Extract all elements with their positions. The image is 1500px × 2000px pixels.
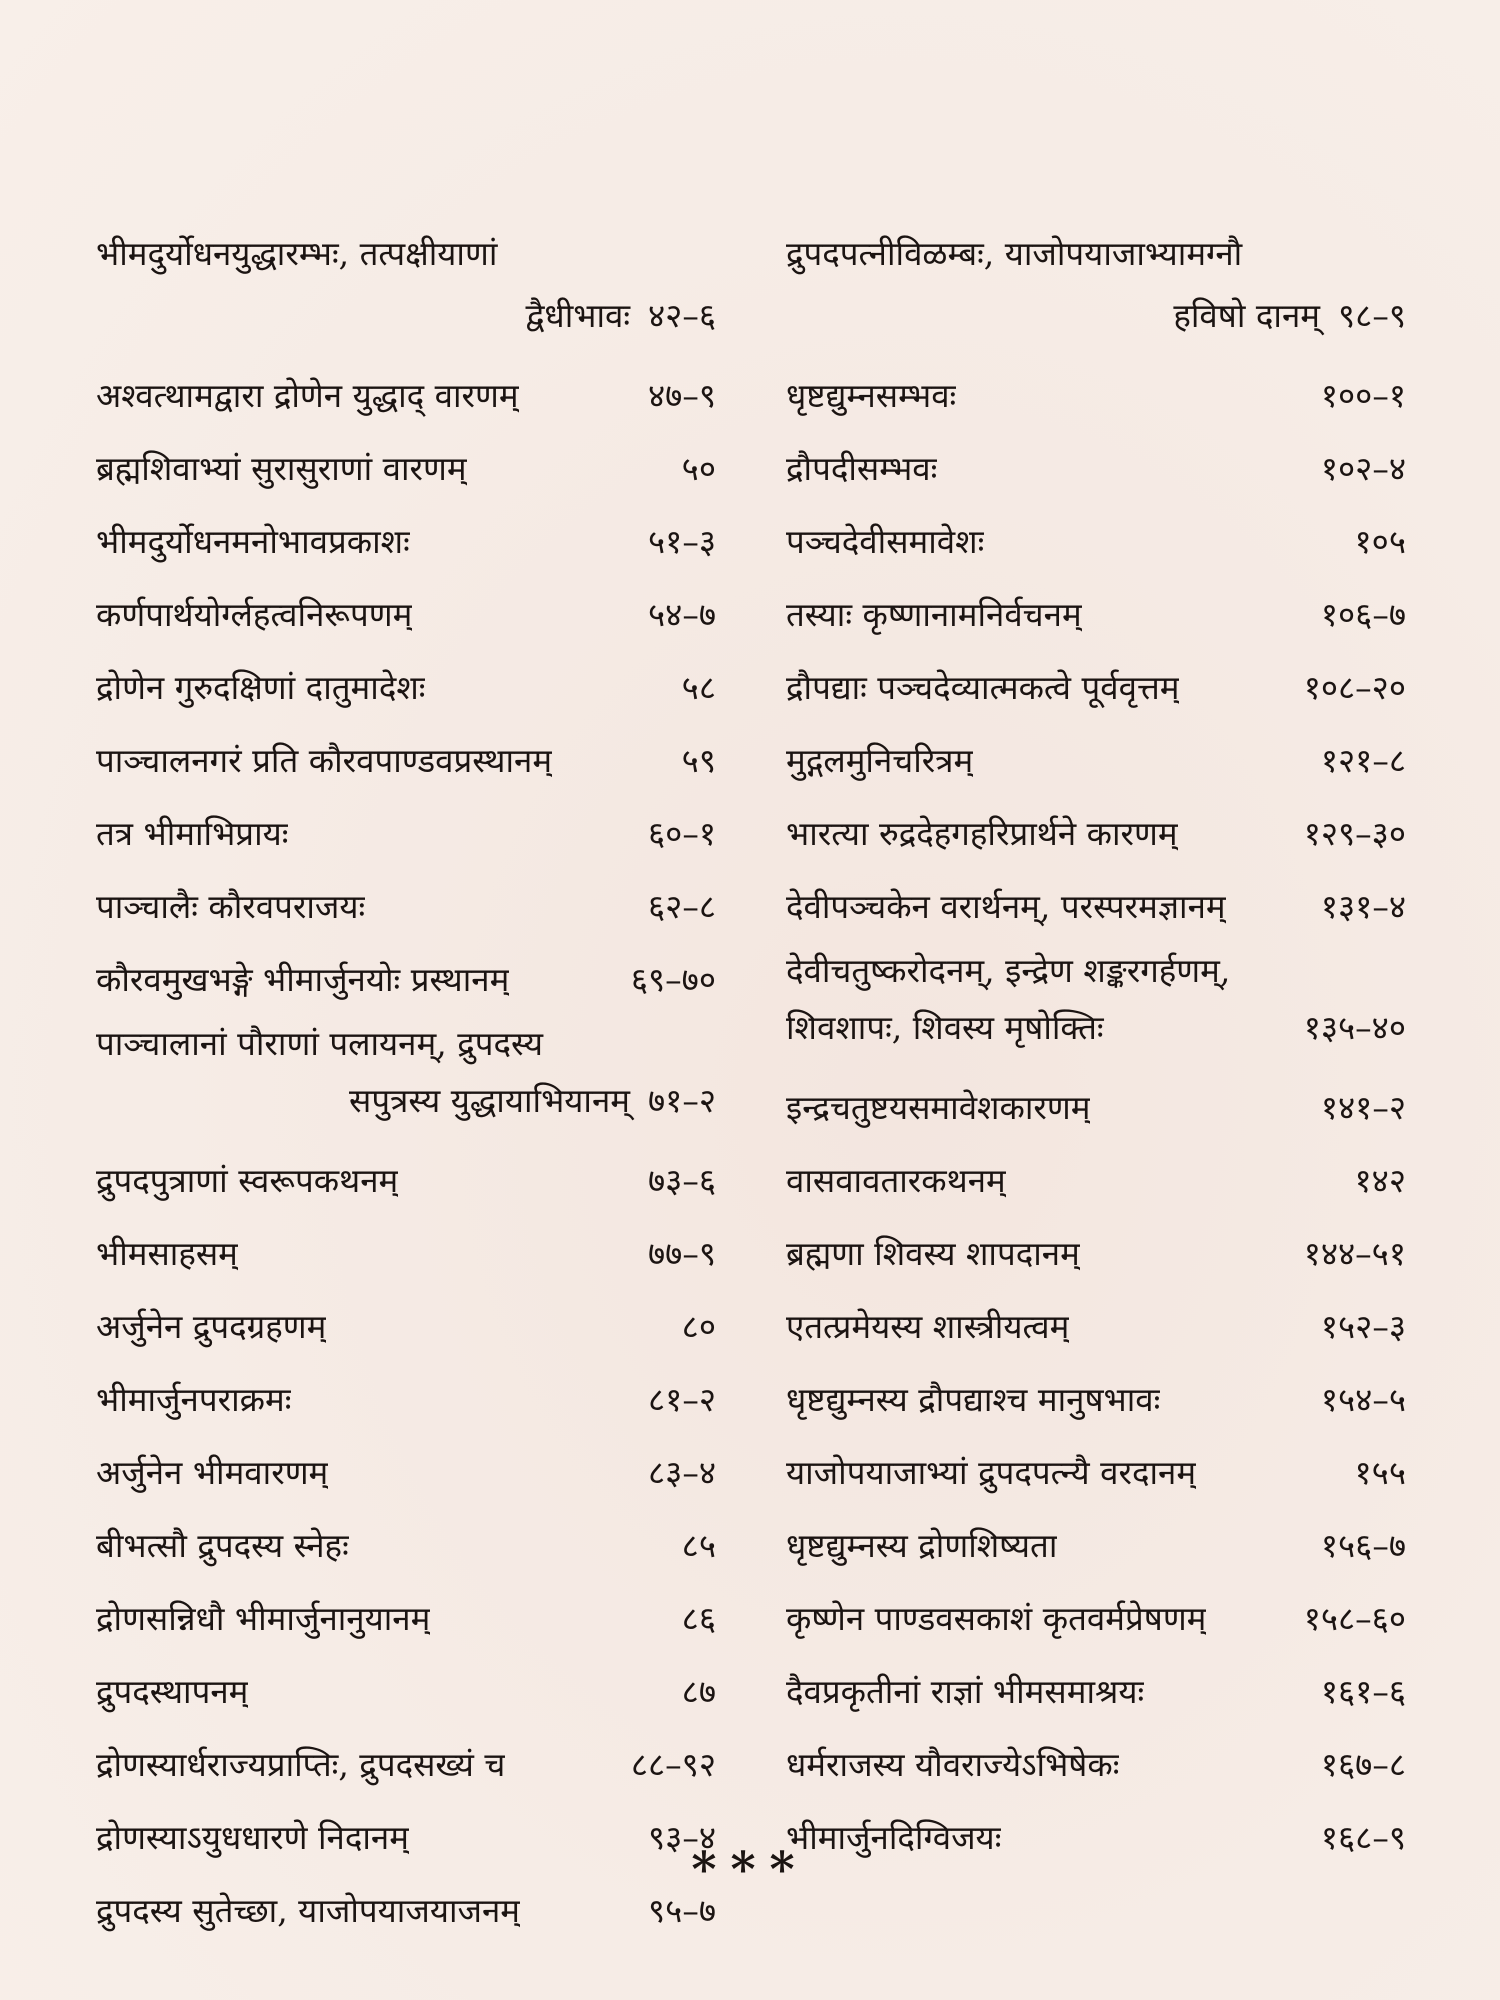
toc-entry-page: १२९–३० bbox=[1303, 814, 1406, 853]
toc-entry bbox=[96, 432, 716, 505]
toc-entry-page: ५४–७ bbox=[648, 595, 716, 634]
toc-entry-continuation bbox=[96, 1071, 716, 1144]
toc-entry-title: भीमदुर्योधनमनोभावप्रकाशः bbox=[96, 522, 410, 561]
toc-entry-title: अर्जुनेन द्रुपदग्रहणम् bbox=[96, 1307, 327, 1346]
toc-entry-page: ५९ bbox=[681, 741, 716, 780]
toc-entry-title: पाञ्चालनगरं प्रति कौरवपाण्डवप्रस्थानम् bbox=[96, 741, 553, 780]
toc-entry-page: ५८ bbox=[681, 668, 716, 707]
toc-entry bbox=[96, 1363, 716, 1436]
toc-entry bbox=[786, 724, 1406, 797]
toc-entry-title: दैवप्रकृतीनां राज्ञां भीमसमाश्रयः bbox=[786, 1672, 1145, 1711]
toc-entry bbox=[786, 1290, 1406, 1363]
toc-entry-title: द्रुपदस्य सुतेच्छा, याजोपयाजयाजनम् bbox=[96, 1891, 521, 1930]
toc-entry-title: द्रोणस्यार्धराज्यप्राप्तिः, द्रुपदसख्यं च bbox=[96, 1745, 506, 1784]
toc-right-column bbox=[786, 222, 1406, 1874]
toc-entry bbox=[786, 1728, 1406, 1801]
toc-entry-page: ६९–७० bbox=[630, 960, 716, 999]
toc-entry-page: १५६–७ bbox=[1320, 1526, 1406, 1565]
toc-entry bbox=[96, 222, 716, 359]
toc-entry-page: १५४–५ bbox=[1320, 1380, 1406, 1419]
toc-entry-page: १३१–४ bbox=[1320, 887, 1406, 926]
toc-entry bbox=[786, 1582, 1406, 1655]
toc-entry-page: १०५ bbox=[1354, 522, 1406, 561]
toc-entry-page: ७७–९ bbox=[648, 1234, 716, 1273]
toc-entry bbox=[786, 651, 1406, 724]
toc-entry bbox=[786, 432, 1406, 505]
section-end-asterisks: *** bbox=[691, 1842, 809, 1898]
toc-entry bbox=[786, 578, 1406, 651]
toc-entry-title: कृष्णेन पाण्डवसकाशं कृतवर्मप्रेषणम् bbox=[786, 1599, 1207, 1638]
toc-entry bbox=[786, 222, 1406, 359]
toc-entry bbox=[96, 1144, 716, 1217]
toc-entry bbox=[96, 578, 716, 651]
toc-entry-title: याजोपयाजाभ्यां द्रुपदपत्न्यै वरदानम् bbox=[786, 1453, 1197, 1492]
toc-entry bbox=[786, 505, 1406, 578]
toc-entry-page: १०८–२० bbox=[1303, 668, 1406, 707]
toc-entry-continuation bbox=[96, 286, 716, 359]
toc-entry-title-line: भीमदुर्योधनयुद्धारम्भः, तत्पक्षीयाणां bbox=[96, 234, 498, 273]
toc-entry bbox=[96, 1016, 716, 1144]
toc-entry bbox=[786, 797, 1406, 870]
toc-entry bbox=[96, 1436, 716, 1509]
toc-entry bbox=[786, 1071, 1406, 1144]
toc-entry-page: १६८–९ bbox=[1320, 1818, 1406, 1857]
toc-entry-page: ६०–१ bbox=[648, 814, 716, 853]
toc-entry-page: ७३–६ bbox=[648, 1161, 716, 1200]
toc-entry-page: ८७ bbox=[681, 1672, 716, 1711]
toc-entry-title: धृष्टद्युम्नस्य द्रौपद्याश्च मानुषभावः bbox=[786, 1380, 1161, 1419]
toc-entry-page: १२१–८ bbox=[1320, 741, 1406, 780]
toc-entry-page: ९८–९ bbox=[1338, 296, 1406, 335]
toc-entry-title: द्रोणेन गुरुदक्षिणां दातुमादेशः bbox=[96, 668, 426, 707]
toc-entry-page: १३५–४० bbox=[1303, 1008, 1406, 1047]
toc-entry-title: एतत्प्रमेयस्य शास्त्रीयत्वम् bbox=[786, 1307, 1070, 1346]
toc-entry bbox=[786, 1217, 1406, 1290]
toc-entry-title: अर्जुनेन भीमवारणम् bbox=[96, 1453, 329, 1492]
toc-entry-title: भारत्या रुद्रदेहगहरिप्रार्थने कारणम् bbox=[786, 814, 1178, 853]
toc-entry-title: भीमार्जुनदिग्विजयः bbox=[786, 1818, 1002, 1857]
toc-entry-title-line: द्वैधीभावः bbox=[525, 296, 631, 335]
toc-entry-page: १५८–६० bbox=[1303, 1599, 1406, 1638]
toc-entry-title: पाञ्चालैः कौरवपराजयः bbox=[96, 887, 366, 926]
toc-entry-title: द्रौपद्याः पञ्चदेव्यात्मकत्वे पूर्ववृत्तम् bbox=[786, 668, 1180, 707]
toc-entry-page: १००–१ bbox=[1320, 376, 1406, 415]
toc-entry-title: धृष्टद्युम्नसम्भवः bbox=[786, 376, 957, 415]
toc-entry-title: धृष्टद्युम्नस्य द्रोणशिष्यता bbox=[786, 1526, 1058, 1565]
toc-entry-title-line: सपुत्रस्य युद्धायाभियानम् bbox=[349, 1081, 631, 1120]
toc-entry-page: १४१–२ bbox=[1320, 1088, 1406, 1127]
toc-entry-title: द्रोणस्याऽयुधधारणे निदानम् bbox=[96, 1818, 409, 1857]
toc-entry-page: १०६–७ bbox=[1320, 595, 1406, 634]
toc-entry-title: धर्मराजस्य यौवराज्येऽभिषेकः bbox=[786, 1745, 1120, 1784]
toc-entry-page: ७१–२ bbox=[648, 1081, 716, 1120]
toc-entry-page: १६७–८ bbox=[1320, 1745, 1406, 1784]
toc-entry bbox=[96, 1290, 716, 1363]
toc-entry bbox=[786, 870, 1406, 943]
toc-entry-title: वासवावतारकथनम् bbox=[786, 1161, 1006, 1200]
toc-entry bbox=[96, 1728, 716, 1801]
toc-entry bbox=[96, 651, 716, 724]
toc-entry-page: ८१–२ bbox=[648, 1380, 716, 1419]
toc-entry-page: ८६ bbox=[681, 1599, 716, 1638]
toc-entry-page: १०२–४ bbox=[1320, 449, 1406, 488]
toc-entry-page: १४२ bbox=[1354, 1161, 1406, 1200]
toc-entry bbox=[96, 1217, 716, 1290]
toc-entry-page: ८३–४ bbox=[648, 1453, 716, 1492]
toc-entry-title-line: देवीचतुष्करोदनम्, इन्द्रेण शङ्करगर्हणम्, bbox=[786, 951, 1231, 990]
toc-entry bbox=[96, 359, 716, 432]
toc-entry bbox=[96, 870, 716, 943]
toc-entry bbox=[96, 943, 716, 1016]
toc-entry bbox=[786, 359, 1406, 432]
toc-entry bbox=[786, 1144, 1406, 1217]
toc-entry-page: ५० bbox=[681, 449, 716, 488]
toc-entry-title: तस्याः कृष्णानामनिर्वचनम् bbox=[786, 595, 1082, 634]
toc-entry-title-line: पाञ्चालानां पौराणां पलायनम्, द्रुपदस्य bbox=[96, 1024, 543, 1063]
toc-entry-title: अश्वत्थामद्वारा द्रोणेन युद्धाद् वारणम् bbox=[96, 376, 519, 415]
toc-entry-title-line: शिवशापः, शिवस्य मृषोक्तिः bbox=[786, 1008, 1104, 1047]
toc-entry bbox=[786, 1655, 1406, 1728]
toc-entry-title: कर्णपार्थयोर्ग्लहत्वनिरूपणम् bbox=[96, 595, 413, 634]
toc-entry-page: ४२–६ bbox=[648, 296, 716, 335]
toc-entry-title: इन्द्रचतुष्टयसमावेशकारणम् bbox=[786, 1088, 1091, 1127]
toc-entry-title: पञ्चदेवीसमावेशः bbox=[786, 522, 985, 561]
toc-entry-title-line: द्रुपदपत्नीविळम्बः, याजोपयाजाभ्यामग्नौ bbox=[786, 234, 1243, 273]
toc-entry bbox=[786, 1509, 1406, 1582]
toc-entry-title-line: हविषो दानम् bbox=[1173, 296, 1321, 335]
toc-entry-page: ८८–९२ bbox=[630, 1745, 716, 1784]
toc-entry bbox=[96, 505, 716, 578]
toc-left-column bbox=[96, 222, 716, 1947]
toc-entry-title: भीमार्जुनपराक्रमः bbox=[96, 1380, 292, 1419]
toc-entry-title: द्रुपदपुत्राणां स्वरूपकथनम् bbox=[96, 1161, 399, 1200]
toc-entry-page: १५२–३ bbox=[1320, 1307, 1406, 1346]
toc-entry-title: तत्र भीमाभिप्रायः bbox=[96, 814, 289, 853]
toc-entry bbox=[96, 724, 716, 797]
toc-entry-title: ब्रह्मणा शिवस्य शापदानम् bbox=[786, 1234, 1080, 1273]
toc-entry-page: १४४–५१ bbox=[1303, 1234, 1406, 1273]
toc-entry-page: १६१–६ bbox=[1320, 1672, 1406, 1711]
toc-entry bbox=[96, 1582, 716, 1655]
toc-entry bbox=[96, 1655, 716, 1728]
toc-entry bbox=[786, 943, 1406, 1071]
toc-entry bbox=[96, 797, 716, 870]
toc-entry-title: मुद्गलमुनिचरित्रम् bbox=[786, 741, 974, 780]
toc-entry-continuation bbox=[786, 286, 1406, 359]
toc-entry-title: भीमसाहसम् bbox=[96, 1234, 238, 1273]
toc-entry-page: ४७–९ bbox=[648, 376, 716, 415]
toc-entry bbox=[96, 1509, 716, 1582]
toc-entry-continuation bbox=[786, 998, 1406, 1071]
toc-entry bbox=[786, 1363, 1406, 1436]
toc-entry-page: ६२–८ bbox=[648, 887, 716, 926]
toc-entry-page: ८० bbox=[681, 1307, 716, 1346]
toc-entry-title: द्रौपदीसम्भवः bbox=[786, 449, 938, 488]
toc-entry-page: ९५–७ bbox=[648, 1891, 716, 1930]
toc-entry-title: द्रुपदस्थापनम् bbox=[96, 1672, 249, 1711]
toc-entry-title: देवीपञ्चकेन वरार्थनम्, परस्परमज्ञानम् bbox=[786, 887, 1226, 926]
toc-entry-title: कौरवमुखभङ्गे भीमार्जुनयोः प्रस्थानम् bbox=[96, 960, 510, 999]
toc-entry-page: ८५ bbox=[681, 1526, 716, 1565]
toc-entry-page: ९३–४ bbox=[648, 1818, 716, 1857]
toc-entry-title: द्रोणसन्निधौ भीमार्जुनानुयानम् bbox=[96, 1599, 431, 1638]
toc-entry-page: १५५ bbox=[1354, 1453, 1406, 1492]
toc-entry bbox=[786, 1436, 1406, 1509]
toc-entry-title: बीभत्सौ द्रुपदस्य स्नेहः bbox=[96, 1526, 349, 1565]
toc-entry-title: ब्रह्मशिवाभ्यां सुरासुराणां वारणम् bbox=[96, 449, 467, 488]
toc-entry-page: ५१–३ bbox=[648, 522, 716, 561]
